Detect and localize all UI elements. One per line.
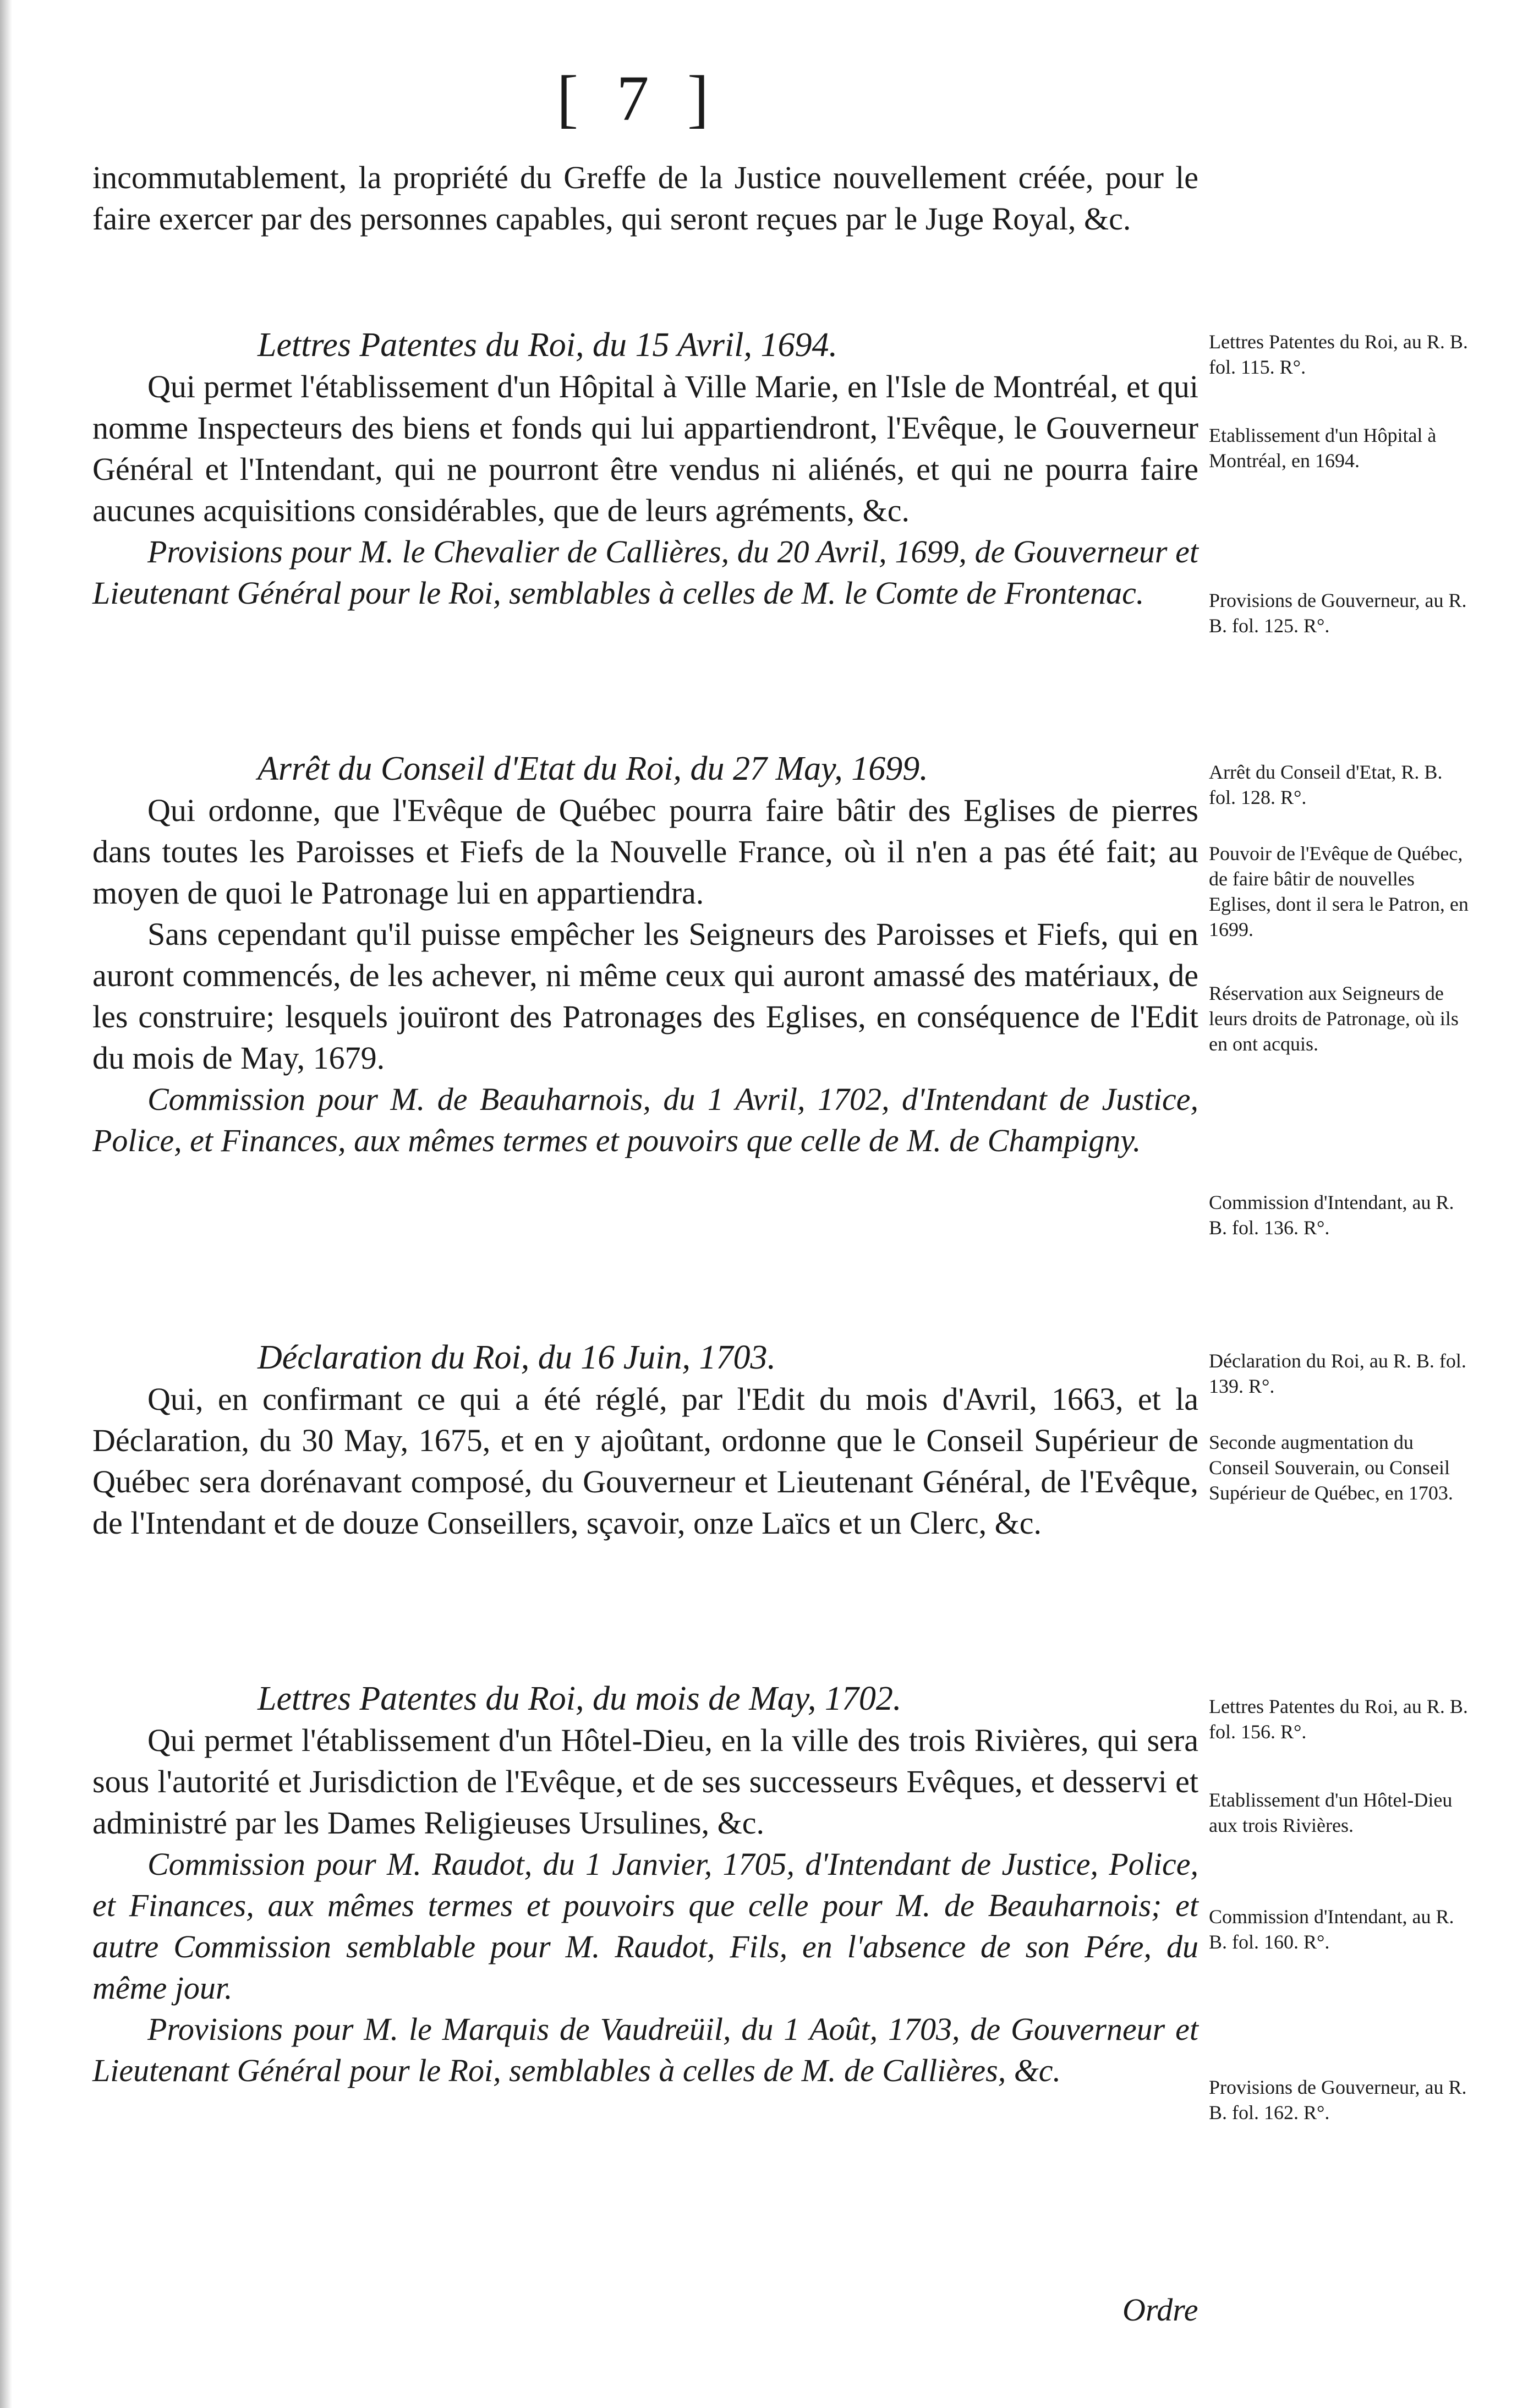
section-arret-1699 <box>92 748 1198 1161</box>
catchword: Ordre <box>1122 2292 1198 2328</box>
margin-note-reservation-seigneurs: Réservation aux Seigneurs de leurs droits de Patronage, où ils en ont acquis. <box>1209 982 1459 1055</box>
margin-note-declaration-139: Déclaration du Roi, au R. B. fol. 139. R°. <box>1209 1350 1466 1397</box>
heading-arret-conseil-1699: Arrêt du Conseil d'Etat du Roi, du 27 May, 1699. <box>258 750 928 787</box>
paragraph-conseil-superieur: Qui, en confirmant ce qui a été réglé, par l'Edit du mois d'Avril, 1663, et la Déclaration, du 30 May, 1675, et en y ajoûtant, ordonne que le Conseil Supérieur de Québec sera dorénavant composé, du Gouverneur et Lieutenant Général, de l'Evêque, de l'Intendant et de douze Conseillers, sçavoir, onze Laïcs et un Clerc, &c. <box>92 1381 1198 1541</box>
margin-note-lettres-patentes-115: Lettres Patentes du Roi, au R. B. fol. 115. R°. <box>1209 331 1468 378</box>
paragraph-hopital: Qui permet l'établissement d'un Hôpital à Ville Marie, en l'Isle de Montréal, et qui nomme Inspecteurs des biens et fonds qui lui appartiendront, l'Evêque, le Gouverneur Général et l'Intendant, qui ne pourront être vendus ni aliénés, et qui ne pourra faire aucunes acquisitions considérables, que de leurs agréments, &c. <box>92 369 1198 528</box>
margin-note-commission-136: Commission d'Intendant, au R. B. fol. 136. R°. <box>1209 1191 1454 1239</box>
section-hopital-montreal <box>92 325 1198 614</box>
heading-lettres-patentes-1702: Lettres Patentes du Roi, du mois de May, 1702. <box>258 1680 902 1717</box>
paragraph-hotel-dieu: Qui permet l'établissement d'un Hôtel-Dieu, en la ville des trois Rivières, qui sera sous l'autorité et Jurisdiction de l'Evêque, et de ses successeurs Evêques, et desservi et administré par les Dames Religieuses Ursulines, &c. <box>92 1722 1198 1841</box>
paragraph-seigneurs: Sans cependant qu'il puisse empêcher les Seigneurs des Paroisses et Fiefs, qui en auront commencés, de les achever, ni même ceux qui auront amassé des matériaux, de les construire; lesquels jouïront des Patronages des Eglises, en conséquence de l'Edit du mois de May, 1679. <box>92 916 1198 1076</box>
margin-note-provisions-162: Provisions de Gouverneur, au R. B. fol. 162. R°. <box>1209 2076 1467 2124</box>
section-hotel-dieu <box>92 1678 1198 2091</box>
margin-note-commission-160: Commission d'Intendant, au R. B. fol. 160. R°. <box>1209 1906 1454 1953</box>
margin-note-pouvoir-eveque: Pouvoir de l'Evêque de Québec, de faire bâtir de nouvelles Eglises, dont il sera le Patron, en 1699. <box>1209 842 1469 940</box>
paragraph-greffe: incommutablement, la propriété du Greffe de la Justice nouvellement créée, pour le faire exercer par des personnes capables, qui seront reçues par le Juge Royal, &c. <box>92 160 1198 237</box>
margin-note-hotel-dieu: Etablissement d'un Hôtel-Dieu aux trois Rivières. <box>1209 1789 1453 1836</box>
paragraph-commission-beauharnois: Commission pour M. de Beauharnois, du 1 Avril, 1702, d'Intendant de Justice, Police, et Finances, aux mêmes termes et pouvoirs que celle de M. de Champigny. <box>92 1081 1198 1158</box>
text-block-continuation <box>92 157 1198 239</box>
margin-note-provisions-125: Provisions de Gouverneur, au R. B. fol. 125. R°. <box>1209 589 1467 637</box>
margin-note-hopital-montreal: Etablissement d'un Hôpital à Montréal, en 1694. <box>1209 424 1437 472</box>
page-number: [ 7 ] <box>556 62 720 134</box>
paragraph-provisions-callieres: Provisions pour M. le Chevalier de Callières, du 20 Avril, 1699, de Gouverneur et Lieutenant Général pour le Roi, semblables à celles de M. le Comte de Frontenac. <box>92 534 1198 611</box>
margin-note-lettres-patentes-156: Lettres Patentes du Roi, au R. B. fol. 156. R°. <box>1209 1695 1468 1743</box>
paragraph-provisions-vaudreuil: Provisions pour M. le Marquis de Vaudreüil, du 1 Août, 1703, de Gouverneur et Lieutenant Général pour le Roi, semblables à celles de M. de Callières, &c. <box>92 2011 1198 2088</box>
margin-note-seconde-augmentation: Seconde augmentation du Conseil Souverain, ou Conseil Supérieur de Québec, en 1703. <box>1209 1431 1453 1504</box>
section-declaration-1703 <box>92 1337 1198 1544</box>
heading-declaration-1703: Déclaration du Roi, du 16 Juin, 1703. <box>258 1339 776 1376</box>
margin-note-arret-128: Arrêt du Conseil d'Etat, R. B. fol. 128. R°. <box>1209 761 1443 808</box>
paragraph-eglises: Qui ordonne, que l'Evêque de Québec pourra faire bâtir des Eglises de pierres dans toutes les Paroisses et Fiefs de la Nouvelle France, où il n'en a pas été fait; au moyen de quoi le Patronage lui en appartiendra. <box>92 792 1198 911</box>
paragraph-commission-raudot: Commission pour M. Raudot, du 1 Janvier, 1705, d'Intendant de Justice, Police, et Finances, aux mêmes termes et pouvoirs que celle pour M. de Beauharnois; et autre Commission semblable pour M. Raudot, Fils, en l'absence de son Pére, du même jour. <box>92 1846 1198 2006</box>
heading-lettres-patentes-1694: Lettres Patentes du Roi, du 15 Avril, 1694. <box>258 326 837 364</box>
book-spine-shadow <box>0 0 12 2408</box>
